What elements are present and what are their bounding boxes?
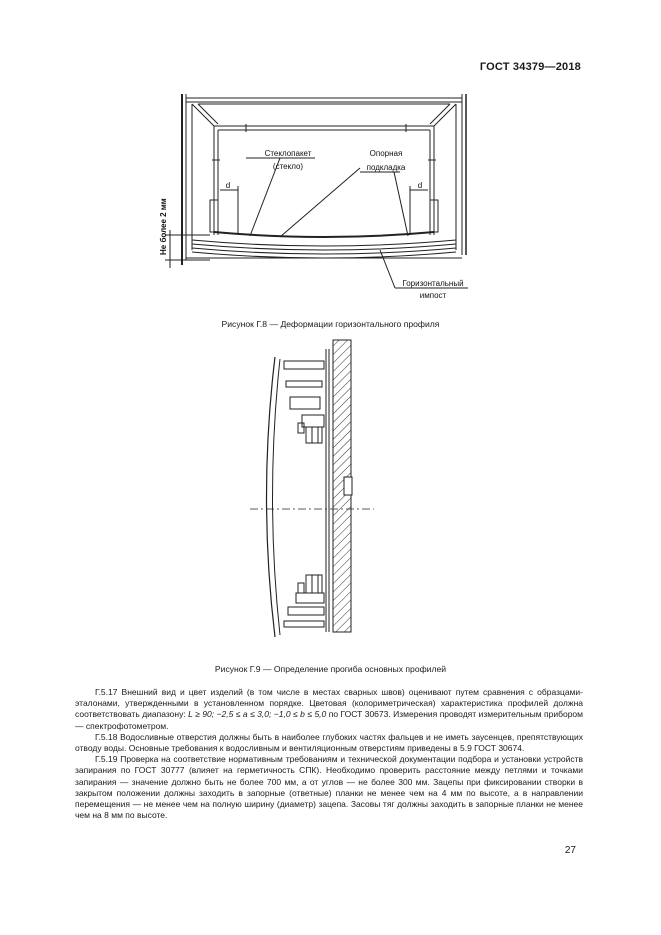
support-pad-sublabel: подкладка <box>366 163 406 172</box>
figure-9-caption: Рисунок Г.9 — Определение прогиба основных профилей <box>214 664 447 674</box>
mullion-sublabel: импост <box>419 291 447 300</box>
dimension-d-left: d <box>225 181 231 190</box>
glass-unit-sublabel: (стекло) <box>272 162 304 171</box>
mullion-label: Горизонтальный <box>402 279 464 288</box>
page-number: 27 <box>564 845 576 856</box>
support-pad-label: Опорная <box>369 149 403 158</box>
dimension-d-right: d <box>417 181 423 190</box>
paragraph-g-5-19: Г.5.19 Проверка на соответствие нормативным требованиям и технической документации подбора и установки устройств запирания по ГОСТ 30777 (влияет на герметичность СПК). Необходимо проверить расстояние между петлями и точками запирания — значение должно быть не более 700 мм, а от углов — не более 300 мм. Зацепы при фиксировании створки в закрытом положении должны заходить в запорные (ответные) планки не менее чем на 4 мм по высоте, а в направлении перемещения — не менее чем на полную ширину (диаметр) зацепа. Засовы тяг должны заходить в запорные планки не менее чем на 8 мм по высоте. <box>75 754 583 821</box>
colorimetric-range: L ≥ 90; −2,5 ≤ a ≤ 3,0; −1,0 ≤ b ≤ 5,0 <box>188 709 327 720</box>
max-2mm-note: Не более 2 мм <box>159 198 168 255</box>
glass-unit-label: Стеклопакет <box>264 149 312 158</box>
figure-9-profile-deflection <box>240 337 380 652</box>
standard-header: ГОСТ 34379—2018 <box>479 61 581 73</box>
figure-8-horizontal-profile-deformation <box>150 90 490 305</box>
paragraph-g-5-17-text: Г.5.17 Внешний вид и цвет изделий (в том числе в местах сварных швов) оценивают путем сравнения с образцами-эталонами, утвержденными в установленном порядке. Цветовая (колориметрическая) характеристика профилей должна соответствовать диапазону: <box>75 687 583 720</box>
paragraph-g-5-17 <box>75 687 583 732</box>
body-text <box>75 687 583 821</box>
paragraph-g-5-18: Г.5.18 Водосливные отверстия должны быть в наиболее глубоких частях фальцев и не иметь заусенцев, препятствующих отводу воды. Основные требования к водосливным и вентиляционным отверстиям приведены в 5.9 ГОСТ 30674. <box>75 731 583 754</box>
paragraph-g-5-17-text-end: по ГОСТ 30673. Измерения проводят измерительным прибором — спектрофотометром. <box>75 709 584 731</box>
figure-8-caption: Рисунок Г.8 — Деформации горизонтального профиля <box>221 319 440 329</box>
